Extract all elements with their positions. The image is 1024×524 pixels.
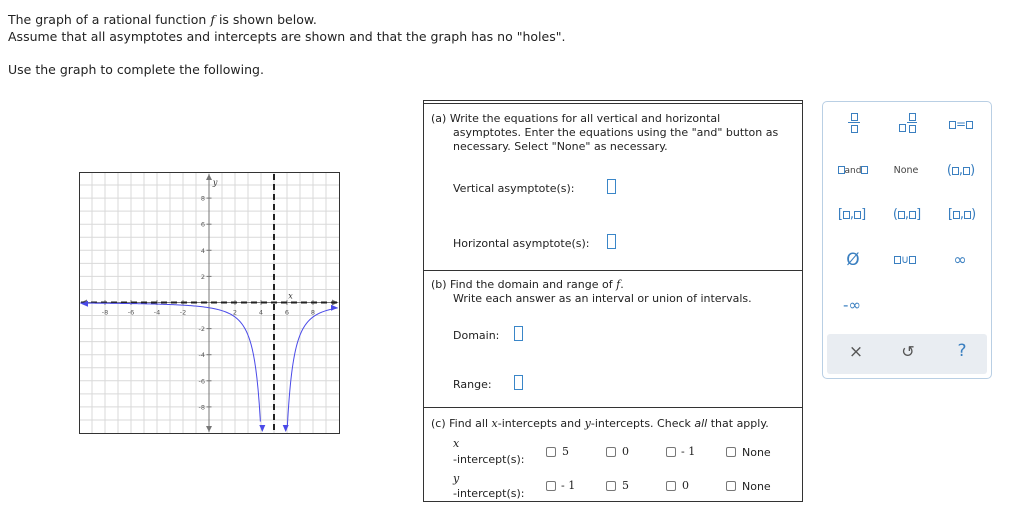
problem-panel <box>423 100 803 502</box>
x-tick-label: -6 <box>127 308 135 317</box>
x-axis-label: x <box>288 291 293 301</box>
x-intercept-option-0: 0 <box>622 445 629 458</box>
y-tick-label: -4 <box>198 351 205 360</box>
y-axis-label: y <box>212 178 218 188</box>
x-tick-label: 4 <box>258 308 264 317</box>
panel-top-rule <box>424 103 802 104</box>
y-tick-label: 2 <box>200 272 205 281</box>
x-tick-label: 8 <box>310 308 316 317</box>
x-intercept-option-5: 5 <box>562 445 569 458</box>
none-key[interactable]: None <box>893 165 919 176</box>
y-tick-label: 6 <box>200 220 205 229</box>
horizontal-asymptote-label: Horizontal asymptote(s): <box>453 237 590 250</box>
y-intercept-option-5: 5 <box>622 479 629 492</box>
x-intercept-none-checkbox[interactable] <box>726 447 736 457</box>
keypad-action-bar <box>827 334 987 374</box>
x-intercept-option-5-checkbox[interactable] <box>546 447 556 457</box>
empty-set-key[interactable]: Ø <box>846 250 860 270</box>
vertical-asymptote-label: Vertical asymptote(s): <box>453 182 575 195</box>
y-intercept-none-checkbox[interactable] <box>726 481 736 491</box>
y-intercept-none-label: None <box>742 480 771 493</box>
x-intercept-option-neg1-checkbox[interactable] <box>666 447 676 457</box>
range-label: Range: <box>453 378 492 391</box>
vertical-asymptote-input[interactable] <box>607 179 616 194</box>
part-b-line-2: Write each answer as an interval or union of intervals. <box>453 292 752 305</box>
closed-open-interval-key[interactable]: [ , ) <box>947 207 977 222</box>
closed-closed-interval-key[interactable]: [ , ] <box>837 207 867 222</box>
help-icon[interactable]: ? <box>957 341 967 361</box>
rational-function-graph <box>79 172 340 434</box>
part-c-instructions: (c) Find all x-intercepts and y-intercepts. Check all that apply. <box>431 417 769 430</box>
open-open-interval-key[interactable]: ( , ) <box>946 163 976 178</box>
y-intercept-option-0-checkbox[interactable] <box>666 481 676 491</box>
x-tick-label: -2 <box>179 308 187 317</box>
part-a-line-1: (a) Write the equations for all vertical and horizontal <box>431 112 721 125</box>
y-tick-label: -2 <box>198 325 205 334</box>
x-intercept-option-0-checkbox[interactable] <box>606 447 616 457</box>
section-divider-c <box>424 407 802 408</box>
x-tick-label: 6 <box>284 308 290 317</box>
equals-key[interactable]: = <box>941 117 981 131</box>
open-closed-interval-key[interactable]: ( , ] <box>892 207 922 222</box>
intro-text <box>8 11 565 45</box>
infinity-key[interactable]: ∞ <box>953 250 967 269</box>
x-tick-label: -8 <box>101 308 109 317</box>
part-a-line-2: asymptotes. Enter the equations using the "and" button as <box>453 126 779 139</box>
and-key[interactable] <box>831 166 875 176</box>
intro-line-2: Assume that all asymptotes and intercepts are shown and that the graph has no "holes". <box>8 29 566 44</box>
y-tick-label: 4 <box>200 246 205 255</box>
undo-icon[interactable]: ↺ <box>901 342 915 361</box>
part-b-instructions <box>431 278 752 306</box>
negative-infinity-key[interactable]: -∞ <box>843 296 861 314</box>
part-a-line-3: necessary. Select "None" as necessary. <box>453 140 668 153</box>
y-intercept-label: -intercept(s): <box>453 487 525 500</box>
x-tick-label: -4 <box>153 308 161 317</box>
union-key[interactable]: ∪ <box>887 253 923 266</box>
x-intercept-none-label: None <box>742 446 771 459</box>
x-intercept-variable: x <box>453 437 460 450</box>
part-b-line-1: (b) Find the domain and range of f. <box>431 278 624 291</box>
x-intercept-label: -intercept(s): <box>453 453 525 466</box>
y-tick-label: -6 <box>198 377 205 386</box>
part-a-instructions <box>431 112 778 154</box>
y-intercept-option-neg1-checkbox[interactable] <box>546 481 556 491</box>
intro-line-1: The graph of a rational function f is shown below. <box>8 12 317 27</box>
instruction-text: Use the graph to complete the following. <box>8 62 264 77</box>
fraction-key[interactable] <box>845 112 863 133</box>
math-keypad <box>822 101 992 379</box>
clear-icon[interactable]: × <box>848 342 864 362</box>
y-intercept-option-neg1: - 1 <box>561 479 576 492</box>
x-intercept-option-neg1: - 1 <box>681 445 696 458</box>
y-intercept-option-0: 0 <box>682 479 689 492</box>
and-key-label: and <box>844 166 862 176</box>
section-divider-b <box>424 270 802 271</box>
y-intercept-option-5-checkbox[interactable] <box>606 481 616 491</box>
x-tick-label: 2 <box>232 308 238 317</box>
domain-label: Domain: <box>453 329 500 342</box>
domain-input[interactable] <box>514 326 523 341</box>
y-tick-label: -8 <box>198 403 205 412</box>
mixed-number-key[interactable] <box>893 112 923 133</box>
y-tick-label: 8 <box>200 194 205 203</box>
range-input[interactable] <box>514 375 523 390</box>
y-intercept-variable: y <box>453 472 460 485</box>
horizontal-asymptote-input[interactable] <box>607 234 616 249</box>
